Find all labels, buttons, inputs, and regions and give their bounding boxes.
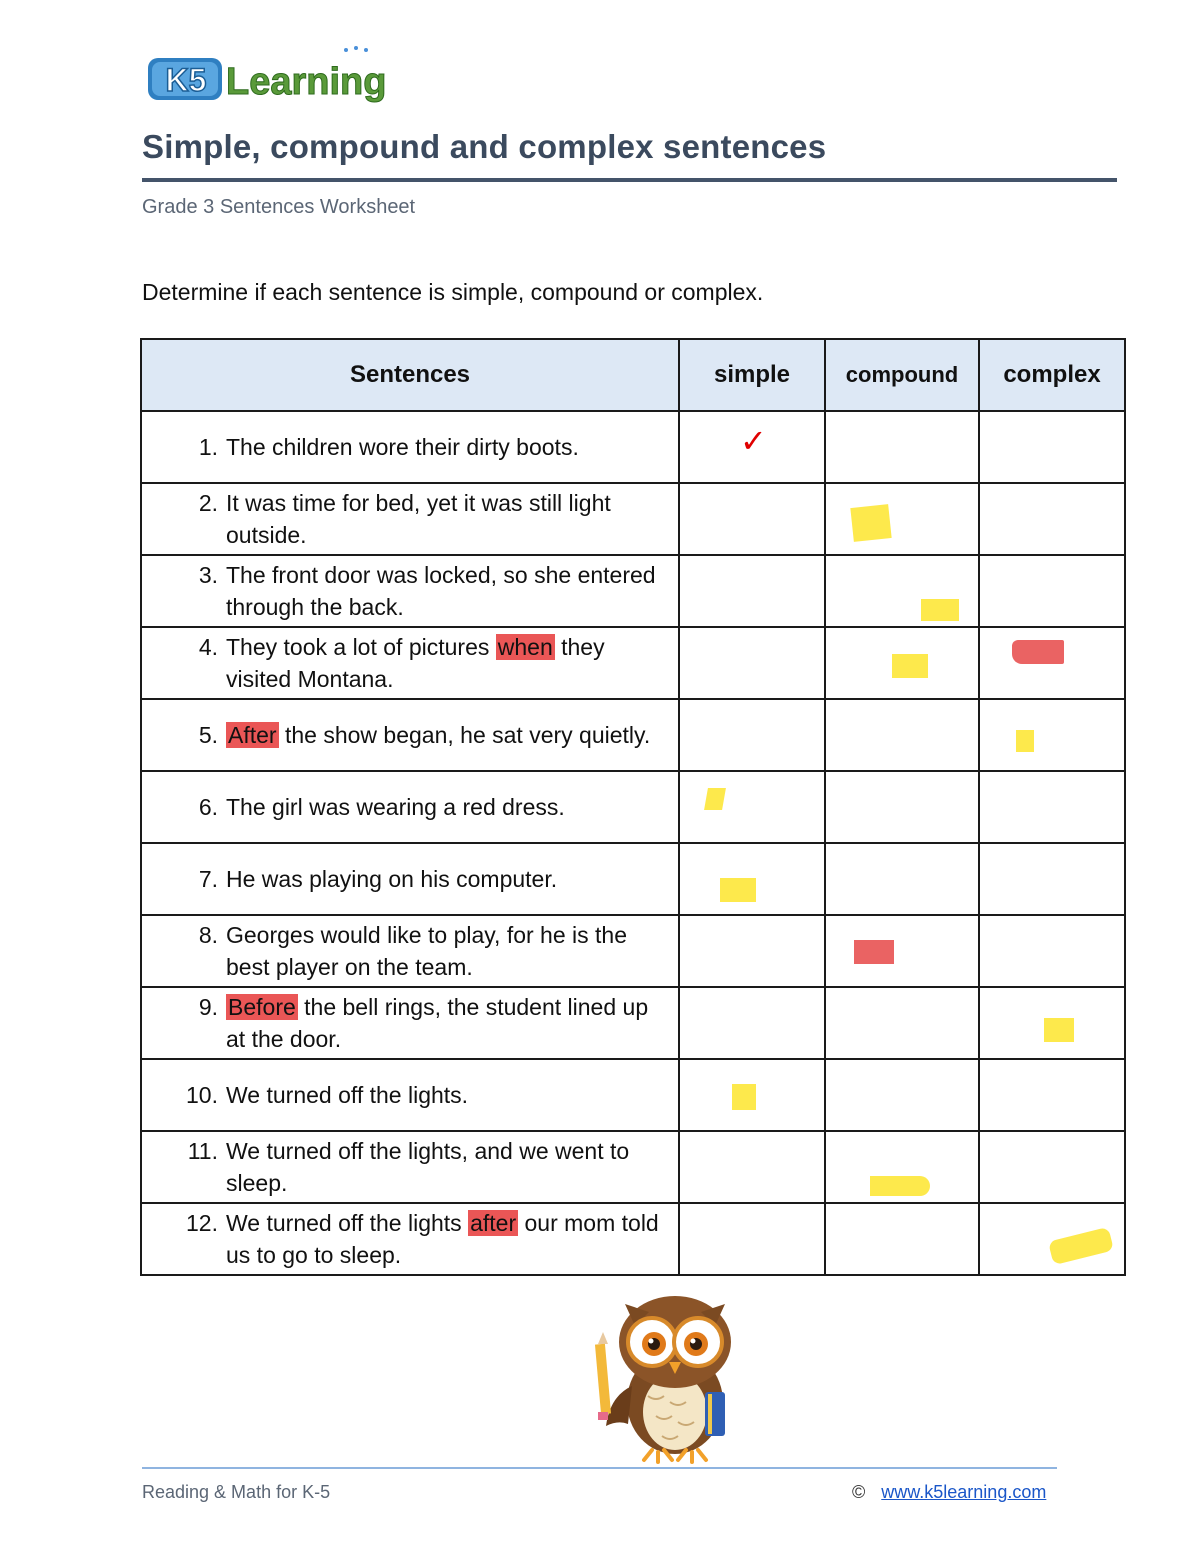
answer-highlight-mark [1048, 1227, 1114, 1265]
complex-cell[interactable] [979, 1059, 1125, 1131]
sentence-number: 4. [198, 634, 218, 660]
instructions: Determine if each sentence is simple, compound or complex. [142, 279, 764, 305]
sentence-number: 8. [198, 922, 218, 948]
answer-highlight-mark [1012, 640, 1064, 664]
col-header-simple: simple [679, 339, 825, 411]
footer-divider [142, 1467, 1057, 1469]
sentence-cell [141, 915, 679, 987]
sentence-text: Georges would like to play, for he is the best player on the team. [226, 922, 628, 980]
compound-cell[interactable] [825, 483, 979, 555]
logo-learning-text: Learning [226, 61, 387, 103]
answer-highlight-mark [850, 504, 891, 542]
answer-highlight-mark [704, 788, 726, 810]
sentence-cell [141, 987, 679, 1059]
table-row [141, 555, 1125, 627]
complex-cell[interactable] [979, 1131, 1125, 1203]
sentence-text-part: our mom told us to go to sleep. [226, 1210, 659, 1268]
table-row [141, 771, 1125, 843]
complex-cell[interactable] [979, 555, 1125, 627]
pencil-icon [595, 1332, 611, 1420]
table-row [141, 1203, 1125, 1275]
sentence-number: 7. [198, 866, 218, 892]
k5-learning-logo[interactable] [146, 44, 406, 110]
answer-highlight-mark [1016, 730, 1034, 752]
simple-cell[interactable] [679, 1131, 825, 1203]
table-row [141, 843, 1125, 915]
table-row [141, 987, 1125, 1059]
complex-cell[interactable] [979, 987, 1125, 1059]
complex-cell[interactable] [979, 915, 1125, 987]
footer-copyright [852, 1482, 1046, 1503]
compound-cell[interactable] [825, 915, 979, 987]
sentence-cell [141, 627, 679, 699]
simple-cell[interactable] [679, 627, 825, 699]
simple-cell[interactable] [679, 483, 825, 555]
table-row [141, 411, 1125, 483]
table-row [141, 627, 1125, 699]
logo-k5-text: K5 [165, 62, 207, 98]
table-row [141, 699, 1125, 771]
compound-cell[interactable] [825, 555, 979, 627]
simple-cell[interactable] [679, 771, 825, 843]
col-header-compound: compound [825, 339, 979, 411]
answer-highlight-mark [720, 878, 756, 902]
sentence-number: 5. [198, 722, 218, 748]
compound-cell[interactable] [825, 411, 979, 483]
sentence-text: It was time for bed, yet it was still light outside. [226, 490, 611, 548]
compound-cell[interactable] [825, 987, 979, 1059]
sentence-text [226, 631, 678, 695]
answer-highlight-mark [732, 1084, 756, 1110]
sentence-text: We turned off the lights. [226, 1082, 469, 1108]
complex-cell[interactable] [979, 843, 1125, 915]
table-row [141, 1131, 1125, 1203]
compound-cell[interactable] [825, 1203, 979, 1275]
sentence-number: 1. [198, 434, 218, 460]
sentence-cell [141, 1059, 679, 1131]
compound-cell[interactable] [825, 771, 979, 843]
complex-cell[interactable] [979, 483, 1125, 555]
highlighted-conjunction: Before [228, 994, 296, 1020]
sentence-text [226, 1207, 678, 1271]
sentence-cell [141, 1203, 679, 1275]
complex-cell[interactable] [979, 771, 1125, 843]
complex-cell[interactable] [979, 699, 1125, 771]
answer-highlight-mark [854, 940, 894, 964]
sentence-cell [141, 699, 679, 771]
compound-cell[interactable] [825, 843, 979, 915]
compound-cell[interactable] [825, 699, 979, 771]
sentence-number: 3. [198, 562, 218, 588]
col-header-sentences: Sentences [141, 339, 679, 411]
sentence-text-part: They took a lot of pictures [226, 634, 496, 660]
table-header-row [141, 339, 1125, 411]
complex-cell[interactable] [979, 627, 1125, 699]
table-row [141, 915, 1125, 987]
highlighted-conjunction: after [470, 1210, 517, 1236]
simple-cell[interactable] [679, 843, 825, 915]
simple-cell[interactable] [679, 915, 825, 987]
answer-highlight-mark [870, 1176, 930, 1196]
page-subtitle: Grade 3 Sentences Worksheet [142, 196, 416, 218]
sentence-number: 6. [198, 794, 218, 820]
simple-cell[interactable] [679, 699, 825, 771]
sentence-text: The children wore their dirty boots. [226, 434, 579, 460]
answer-highlight-mark [892, 654, 928, 678]
sentence-number: 9. [198, 994, 218, 1020]
sentence-text-part: We turned off the lights [226, 1210, 469, 1236]
complex-cell[interactable] [979, 1203, 1125, 1275]
sentence-text: We turned off the lights, and we went to sleep. [226, 1138, 630, 1196]
compound-cell[interactable] [825, 1131, 979, 1203]
website-link[interactable]: www.k5learning.com [881, 1482, 1047, 1502]
sentence-text-part: the bell rings, the student lined up at the door. [226, 994, 649, 1052]
sentence-cell [141, 483, 679, 555]
page-title: Simple, compound and complex sentences [142, 128, 827, 165]
sentence-number: 12. [186, 1210, 218, 1236]
sentence-table [140, 338, 1126, 1276]
table-row [141, 483, 1125, 555]
highlighted-conjunction: After [228, 722, 277, 748]
simple-cell[interactable] [679, 555, 825, 627]
footer-tagline: Reading & Math for K-5 [142, 1482, 331, 1502]
copyright-icon: © [852, 1482, 866, 1502]
compound-cell[interactable] [825, 627, 979, 699]
complex-cell[interactable] [979, 411, 1125, 483]
sentence-cell [141, 843, 679, 915]
simple-cell[interactable] [679, 987, 825, 1059]
answer-highlight-mark [921, 599, 959, 621]
sentence-cell [141, 771, 679, 843]
simple-cell[interactable] [679, 1059, 825, 1131]
col-header-complex: complex [979, 339, 1125, 411]
sentence-text-part: the show began, he sat very quietly. [278, 722, 651, 748]
sentence-text-part: they visited Montana. [226, 634, 605, 692]
sentence-number: 10. [186, 1082, 218, 1108]
owl-illustration [580, 1284, 760, 1464]
sentence-number: 2. [198, 490, 218, 516]
simple-cell[interactable] [679, 1203, 825, 1275]
answer-highlight-mark [1044, 1018, 1074, 1042]
sentence-cell [141, 1131, 679, 1203]
sentence-text: He was playing on his computer. [226, 866, 558, 892]
highlighted-conjunction: when [497, 634, 553, 660]
sentence-cell [141, 555, 679, 627]
sentence-number: 11. [187, 1138, 218, 1164]
sentence-text: The front door was locked, so she entered through the back. [226, 562, 656, 620]
compound-cell[interactable] [825, 1059, 979, 1131]
table-row [141, 1059, 1125, 1131]
checkmark-icon: ✓ [740, 423, 767, 459]
sentence-text [226, 991, 678, 1055]
title-divider [142, 178, 1117, 182]
sentence-text: The girl was wearing a red dress. [226, 794, 565, 820]
simple-cell[interactable] [679, 411, 825, 483]
sentence-text [226, 719, 678, 751]
sentence-cell [141, 411, 679, 483]
owl-body [606, 1296, 731, 1454]
